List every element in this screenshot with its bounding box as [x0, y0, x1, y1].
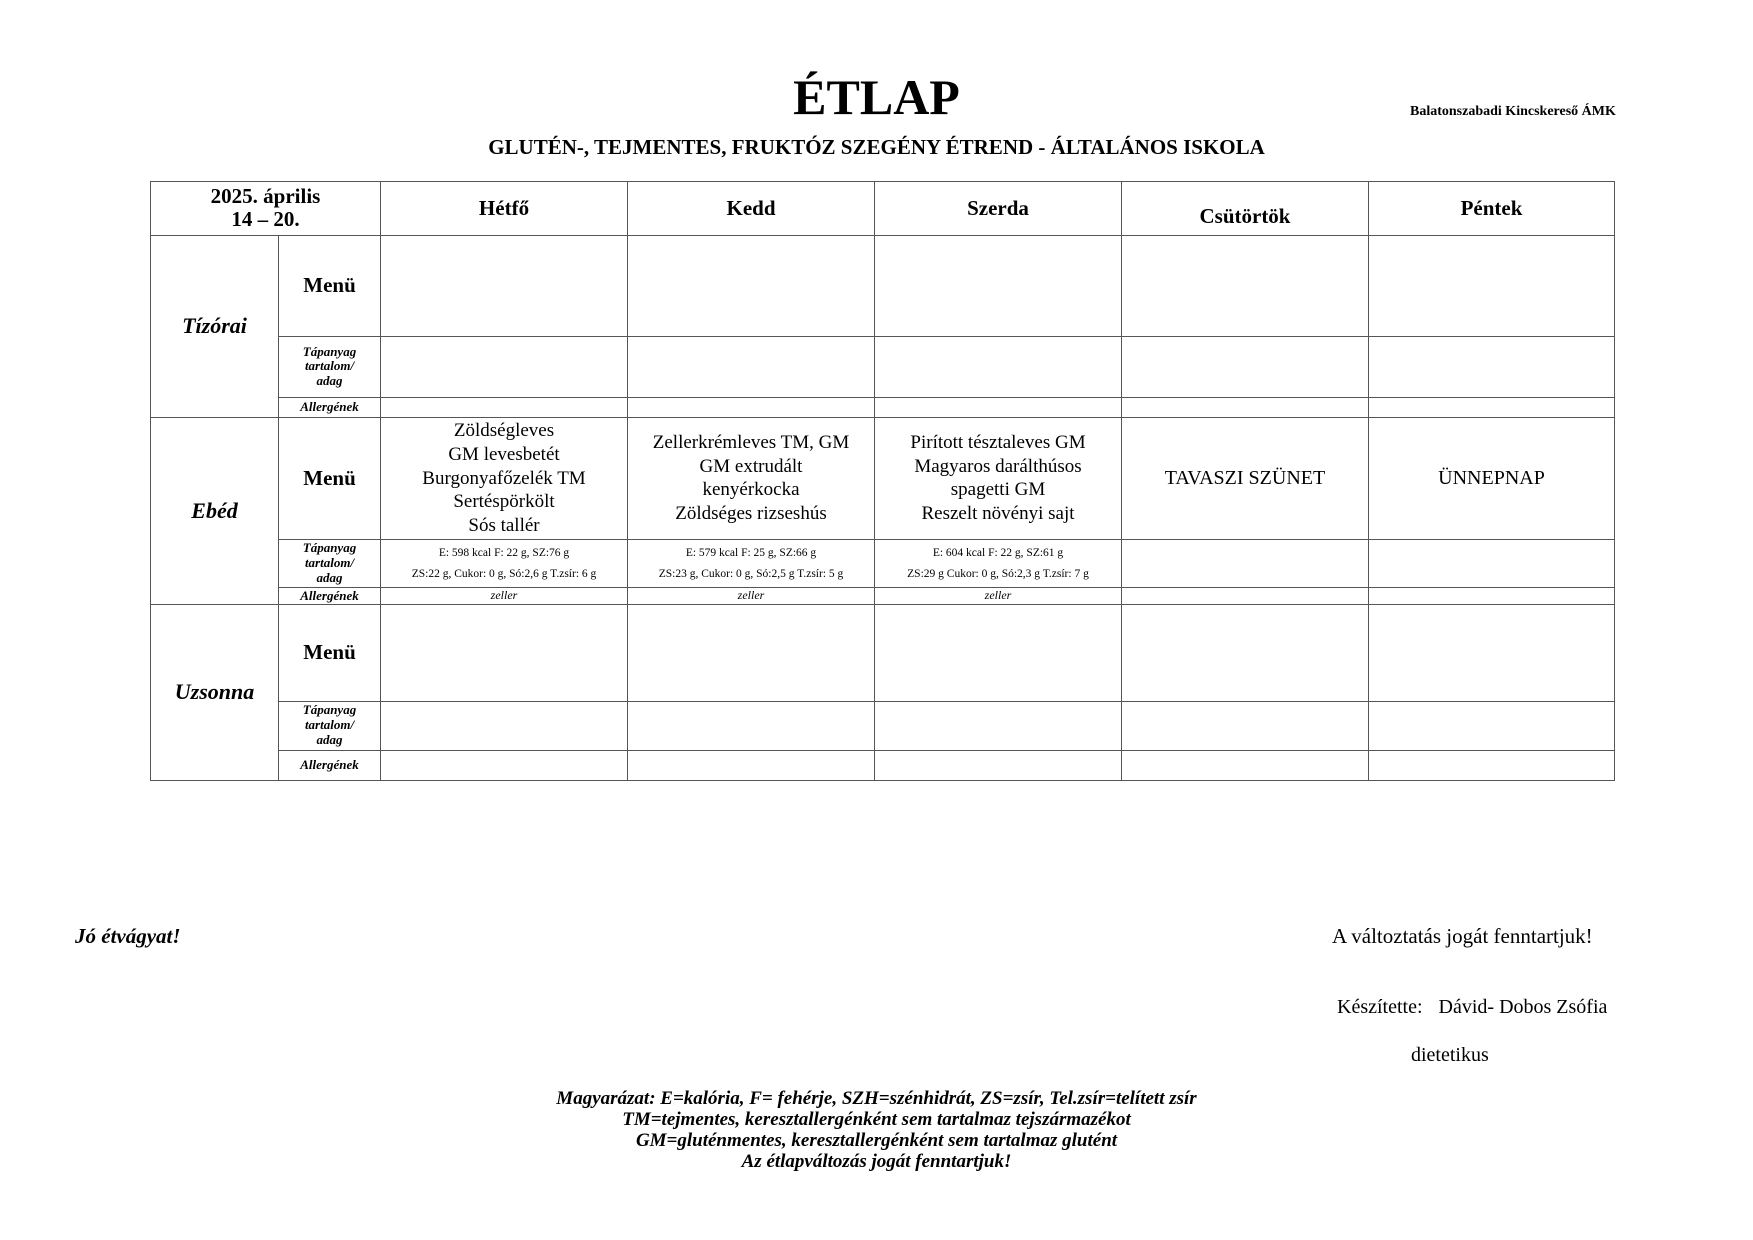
- allergen-cell-tuesday: zeller: [628, 588, 875, 604]
- nutrition-label-line: Tápanyag: [302, 343, 357, 359]
- nutrition-cell-monday: [381, 539, 628, 588]
- allergen-cell-thursday: [1122, 750, 1369, 780]
- allergen-row-label: Allergének: [279, 588, 381, 604]
- nutrition-label-line: tartalom/: [304, 358, 355, 374]
- menu-cell-friday: [1369, 235, 1615, 336]
- legend-line: GM=gluténmentes, keresztallergénként sem tartalmaz glutént: [635, 1130, 1118, 1151]
- allergen-cell-thursday: [1122, 588, 1369, 604]
- author-name: Dávid- Dobos Zsófia: [1438, 996, 1608, 1018]
- date-days: 14 – 20.: [231, 207, 300, 232]
- nutrition-row: [151, 701, 1615, 750]
- disclaimer-text: A változtatás jogát fenntartjuk!: [1332, 924, 1593, 948]
- menu-cell-thursday: [1122, 418, 1369, 540]
- menu-cell-friday: [1369, 604, 1615, 701]
- author-label: Készítette:: [1337, 996, 1423, 1018]
- nutrition-row: [151, 337, 1615, 398]
- dish-line: Pirított tésztaleves GM: [910, 431, 1086, 453]
- meal-name-cell: Tízórai: [151, 235, 279, 417]
- allergen-cell-wednesday: [875, 750, 1122, 780]
- menu-cell-thursday: [1122, 604, 1369, 701]
- allergen-row: [151, 397, 1615, 417]
- allergen-row-label: Allergének: [279, 397, 381, 417]
- menu-row: [151, 418, 1615, 540]
- nutrition-cell-friday: [1369, 539, 1615, 588]
- allergen-cell-wednesday: zeller: [875, 588, 1122, 604]
- organization-name: Balatonszabadi Kincskereső ÁMK: [1410, 104, 1616, 119]
- nutrition-cell-friday: [1369, 337, 1615, 398]
- menu-cell-thursday: [1122, 235, 1369, 336]
- nutrition-cell-friday: [1369, 701, 1615, 750]
- nutrition-cell-thursday: [1122, 701, 1369, 750]
- day-header-monday: Hétfő: [381, 182, 628, 236]
- nutrition-row-label: [279, 337, 381, 398]
- allergen-cell-monday: zeller: [381, 588, 628, 604]
- menu-cell-monday: [381, 418, 628, 540]
- nutrition-line: E: 604 kcal F: 22 g, SZ:61 g: [932, 547, 1064, 560]
- nutrition-line: ZS:22 g, Cukor: 0 g, Só:2,6 g T.zsír: 6 g: [411, 567, 597, 580]
- dish-line: Sertéspörkölt: [453, 491, 555, 513]
- dish-line: GM extrudált: [699, 455, 803, 477]
- nutrition-label-line: Tápanyag: [302, 540, 357, 556]
- menu-row: [151, 235, 1615, 336]
- nutrition-cell-monday: [381, 701, 628, 750]
- allergen-cell-friday: [1369, 397, 1615, 417]
- legend-line: Az étlapváltozás jogát fenntartjuk!: [741, 1151, 1012, 1172]
- allergen-cell-tuesday: [628, 397, 875, 417]
- page-title: ÉTLAP: [793, 69, 960, 125]
- menu-cell-monday: [381, 604, 628, 701]
- dish-line: Zöldséges rizseshús: [675, 503, 827, 525]
- nutrition-cell-tuesday: [628, 337, 875, 398]
- date-range-cell: [151, 182, 381, 236]
- date-month: 2025. április: [210, 184, 321, 209]
- legend-line: Magyarázat: E=kalória, F= fehérje, SZH=szénhidrát, ZS=zsír, Tel.zsír=telített zsír: [556, 1088, 1197, 1109]
- nutrition-label-line: adag: [316, 732, 343, 748]
- nutrition-line: E: 598 kcal F: 22 g, SZ:76 g: [438, 547, 570, 560]
- menu-cell-tuesday: [628, 235, 875, 336]
- menu-cell-friday: [1369, 418, 1615, 540]
- dish-line: spagetti GM: [950, 479, 1046, 501]
- nutrition-cell-thursday: [1122, 539, 1369, 588]
- menu-cell-wednesday: [875, 418, 1122, 540]
- legend-line: TM=tejmentes, keresztallergénként sem tartalmaz tejszármazékot: [622, 1109, 1131, 1130]
- dish-line: Magyaros darálthúsos: [914, 455, 1082, 477]
- meal-rows: [151, 235, 1615, 780]
- menu-cell-tuesday: [628, 418, 875, 540]
- author-line: [1337, 996, 1607, 1019]
- menu-row: [151, 604, 1615, 701]
- nutrition-cell-wednesday: [875, 539, 1122, 588]
- nutrition-row: [151, 539, 1615, 588]
- dish-line: Burgonyafőzelék TM: [422, 467, 586, 489]
- allergen-cell-wednesday: [875, 397, 1122, 417]
- dish-line: kenyérkocka: [702, 479, 800, 501]
- allergen-cell-friday: [1369, 588, 1615, 604]
- day-header-thursday: Csütörtök: [1122, 182, 1369, 236]
- nutrition-line: ZS:29 g Cukor: 0 g, Só:2,3 g T.zsír: 7 g: [907, 567, 1089, 580]
- menu-table: [150, 181, 1615, 781]
- nutrition-label-line: adag: [316, 373, 343, 389]
- nutrition-line: ZS:23 g, Cukor: 0 g, Só:2,5 g T.zsír: 5 g: [658, 567, 844, 580]
- nutrition-label-line: tartalom/: [304, 555, 355, 571]
- menu-cell-wednesday: [875, 604, 1122, 701]
- meal-name-cell: Uzsonna: [151, 604, 279, 780]
- day-header-friday: Péntek: [1369, 182, 1615, 236]
- day-header-tuesday: Kedd: [628, 182, 875, 236]
- dish-line: Reszelt növényi sajt: [921, 503, 1075, 525]
- menu-cell-tuesday: [628, 604, 875, 701]
- allergen-row-label: Allergének: [279, 750, 381, 780]
- menu-row-label: Menü: [279, 235, 381, 336]
- nutrition-line: E: 579 kcal F: 25 g, SZ:66 g: [685, 547, 817, 560]
- meal-name-cell: Ebéd: [151, 418, 279, 604]
- greeting-text: Jó étvágyat!: [75, 924, 181, 948]
- menu-cell-wednesday: [875, 235, 1122, 336]
- nutrition-cell-tuesday: [628, 539, 875, 588]
- legend-block: [0, 1088, 1753, 1172]
- nutrition-label-line: tartalom/: [304, 717, 355, 733]
- day-header-wednesday: Szerda: [875, 182, 1122, 236]
- allergen-row: [151, 750, 1615, 780]
- dish-line: Zellerkrémleves TM, GM: [652, 431, 850, 453]
- page-subtitle: GLUTÉN-, TEJMENTES, FRUKTÓZ SZEGÉNY ÉTREND - ÁLTALÁNOS ISKOLA: [488, 135, 1265, 159]
- allergen-cell-tuesday: [628, 750, 875, 780]
- allergen-cell-thursday: [1122, 397, 1369, 417]
- menu-cell-monday: [381, 235, 628, 336]
- author-role: dietetikus: [1411, 1044, 1489, 1066]
- allergen-row: [151, 588, 1615, 604]
- dish-line: GM levesbetét: [448, 443, 560, 465]
- dish-line: ÜNNEPNAP: [1438, 466, 1545, 489]
- nutrition-row-label: [279, 701, 381, 750]
- dish-line: Zöldségleves: [453, 420, 555, 442]
- nutrition-cell-thursday: [1122, 337, 1369, 398]
- nutrition-cell-wednesday: [875, 701, 1122, 750]
- header-row: [151, 182, 1615, 236]
- menu-row-label: Menü: [279, 604, 381, 701]
- dish-line: Sós tallér: [468, 515, 540, 537]
- allergen-cell-monday: [381, 750, 628, 780]
- nutrition-row-label: [279, 539, 381, 588]
- nutrition-label-line: adag: [316, 570, 343, 586]
- dish-line: TAVASZI SZÜNET: [1164, 466, 1326, 489]
- allergen-cell-monday: [381, 397, 628, 417]
- nutrition-cell-monday: [381, 337, 628, 398]
- nutrition-cell-tuesday: [628, 701, 875, 750]
- nutrition-cell-wednesday: [875, 337, 1122, 398]
- allergen-cell-friday: [1369, 750, 1615, 780]
- menu-row-label: Menü: [279, 418, 381, 540]
- nutrition-label-line: Tápanyag: [302, 702, 357, 718]
